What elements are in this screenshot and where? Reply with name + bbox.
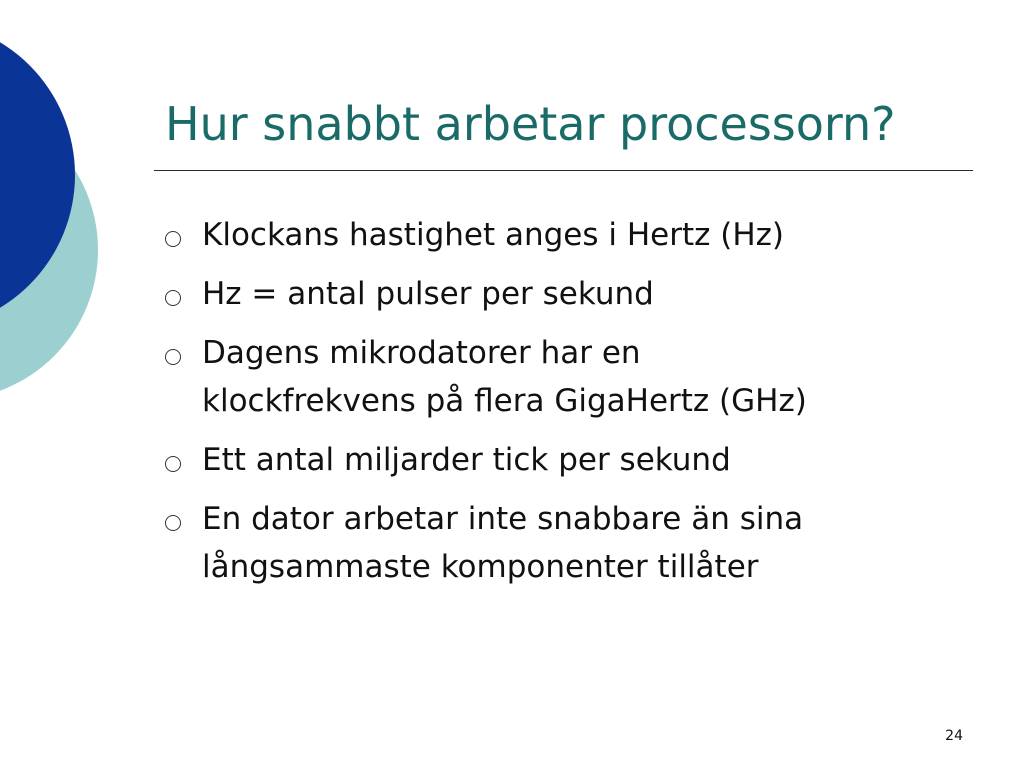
circle-bullet-icon (165, 231, 181, 247)
decorative-circles (0, 0, 110, 410)
page-number: 24 (945, 728, 963, 744)
list-item (165, 436, 965, 484)
bullet-list (165, 211, 965, 602)
circle-bullet-icon (165, 515, 181, 531)
bullet-text: En dator arbetar inte snabbare än sina långsammaste komponenter tillåter (202, 501, 804, 585)
bullet-text: Klockans hastighet anges i Hertz (Hz) (202, 217, 785, 253)
list-item (165, 329, 965, 425)
bullet-text: Hz = antal pulser per sekund (202, 276, 654, 312)
bullet-text: Dagens mikrodatorer har en klockfrekvens på flera GigaHertz (GHz) (202, 335, 807, 419)
circle-bullet-icon (165, 349, 181, 365)
circle-bullet-icon (165, 456, 181, 472)
list-item (165, 495, 965, 591)
list-item (165, 270, 965, 318)
circle-bullet-icon (165, 290, 181, 306)
list-item (165, 211, 965, 259)
bullet-text: Ett antal miljarder tick per sekund (202, 442, 731, 478)
slide-title: Hur snabbt arbetar processorn? (165, 97, 896, 151)
title-divider (154, 170, 973, 171)
